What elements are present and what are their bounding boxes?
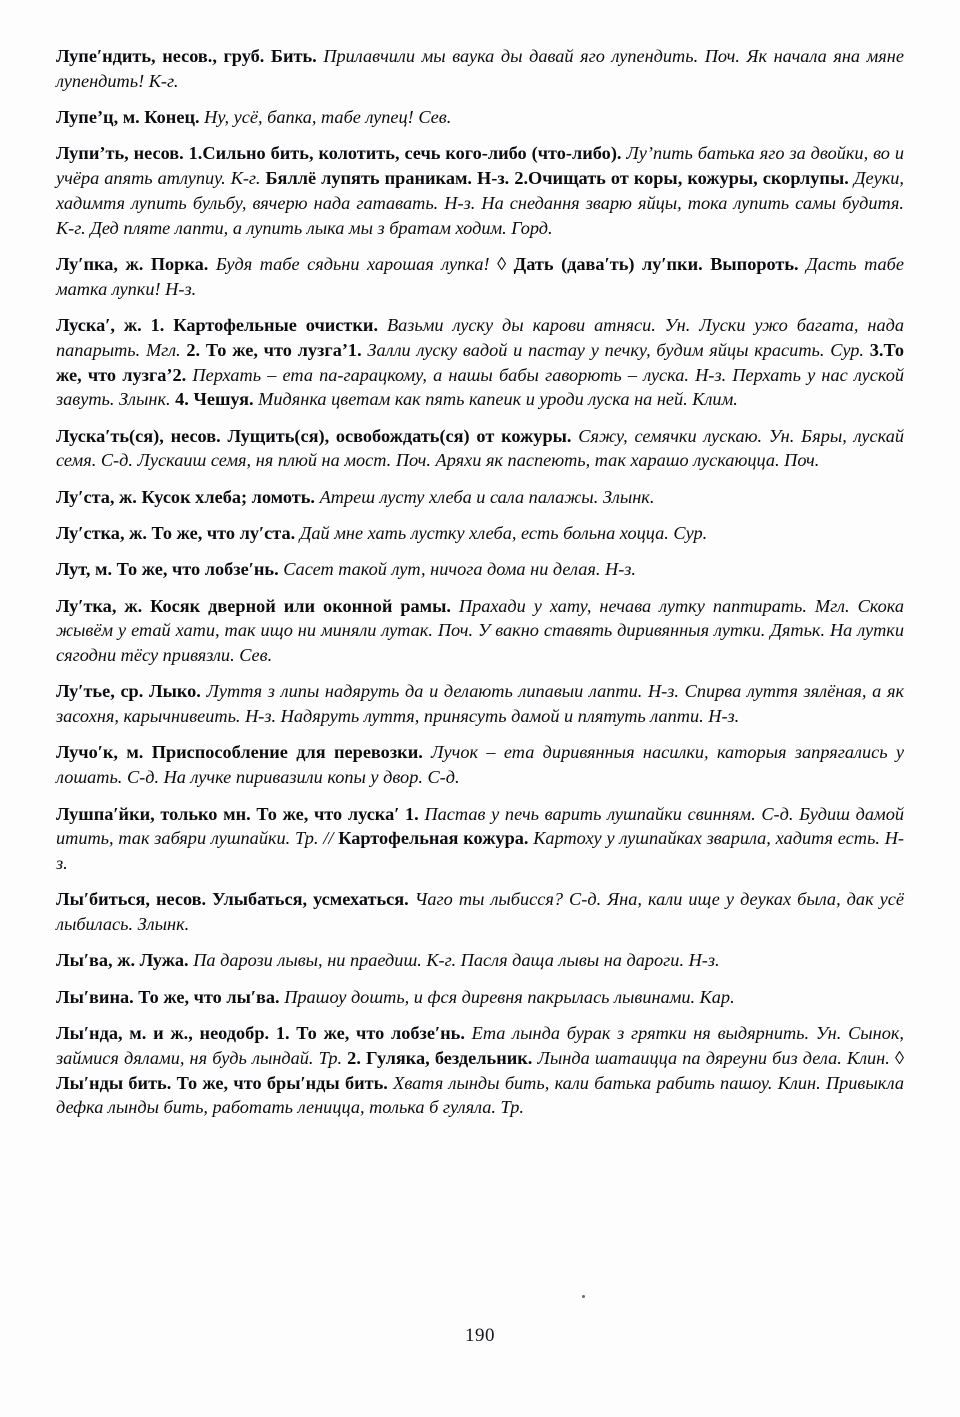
entry-example-segment: Лучок – ета диривянныя насилки, каторыя запрягались у лошать. С-д. На лучке пиривазили копы у двор. С-д. xyxy=(56,742,904,788)
dictionary-entry xyxy=(56,802,904,876)
entry-example-segment: Прилавчили мы ваука ды давай яго лупендить. Поч. Як начала яна мяне лупендить! К-г. xyxy=(56,46,904,91)
dictionary-entry xyxy=(56,141,904,240)
entry-headword-segment: Лы′нда, м. и ж., неодобр. 1. То же, что лобзе′нь. xyxy=(56,1023,465,1043)
lozenge-icon: ◊ xyxy=(889,1047,904,1068)
entry-example-segment: Картоху у лушпайках зварила, хадитя есть. Н-з. xyxy=(56,828,904,874)
entry-headword-segment: Лупе’ц, м. Конец. xyxy=(56,107,200,128)
entry-example-segment: Мидянка цветам как пять капеик и уроди луска на ней. Клим. xyxy=(253,389,738,410)
entry-example-segment: Будя табе сядьни харошая лупка! xyxy=(208,253,490,274)
entry-example-segment: Залли луску вадой и пастау у печку, будим яйцы красить. Сур. xyxy=(361,339,864,360)
entry-example-segment: // xyxy=(323,828,339,849)
page-number: 190 xyxy=(465,1325,495,1346)
dictionary-entry xyxy=(56,105,904,130)
entry-headword-segment: 4. Чешуя. xyxy=(170,389,254,410)
paper-speck xyxy=(582,1295,585,1298)
entry-headword-segment: Лут, м. То же, что лобзе′нь. xyxy=(56,559,279,580)
dictionary-entry xyxy=(56,985,904,1010)
entry-headword-segment: Лупи’ть, несов. 1.Сильно бить, колотить, сечь кого-либо (что-либо). xyxy=(56,143,622,164)
entry-headword-segment: Луска′, ж. 1. Картофельные очистки. xyxy=(56,315,379,336)
entry-example-segment: Прахади у хату, нечава лутку паптирать. Мгл. Скока жывём у етай хати, так ищо ни миняли лутак. Поч. У вакно ставять диривянныя лутки. Дятьк. На лутки сягодни тёсу привязли. Сев. xyxy=(56,595,904,666)
entry-headword-segment: Лу′ста, ж. Кусок хлеба; ломоть. xyxy=(56,486,316,507)
entry-example-segment: Лу’пить батька яго за двойки, во и учёра апять атлупиу. К-г. xyxy=(56,143,904,189)
entry-example-segment: Па дарози лывы, ни праедиш. К-г. Пасля даща лывы на дароги. Н-з. xyxy=(188,950,720,971)
entry-headword-segment: Дать (дава′ть) лу′пки. Выпороть. xyxy=(513,253,799,274)
entry-headword-segment: Лучо′к, м. Приспособление для перевозки. xyxy=(56,742,423,763)
entry-list xyxy=(56,44,904,1120)
entry-example-segment: Чаго ты лыбисся? С-д. Яна, кали ище у деуках была, дак усё лыбилась. Злынк. xyxy=(56,889,904,935)
entry-example-segment: Дай мне хать лустку хлеба, есть больна хоцца. Сур. xyxy=(295,523,708,543)
entry-headword-segment: 2. Гуляка, бездельник. xyxy=(342,1047,533,1068)
entry-example-segment: Пастав у печь варить лушпайки свинням. С-д. Будиш дамой итить, так забяри лушпайки. Тр. xyxy=(56,803,904,849)
entry-headword-segment: Картофельная кожура. xyxy=(338,828,529,849)
entry-headword-segment: Лы′ва, ж. Лужа. xyxy=(56,950,189,971)
dictionary-entry xyxy=(56,313,904,412)
entry-headword-segment: Лушпа′йки, только мн. То же, что луска′ 1. xyxy=(56,803,419,824)
entry-headword-segment: Лы′биться, несов. Улыбаться, усмехаться. xyxy=(56,889,409,910)
dictionary-entry xyxy=(56,424,904,474)
entry-headword-segment: Лу′тье, ср. Лыко. xyxy=(56,681,201,702)
lozenge-icon: ◊ xyxy=(489,253,514,274)
dictionary-entry xyxy=(56,740,904,790)
entry-example-segment: Вазьми луску ды карови атняси. Ун. Луски ужо багата, нада папарыть. Мгл. xyxy=(56,315,904,360)
entry-example-segment: Лында шатаицца па дяреуни биз дела. Клин. xyxy=(532,1047,890,1068)
entry-headword-segment: Бяллё лупять праникам. Н-з. 2.Очищать от коры, кожуры, скорлупы. xyxy=(260,168,849,189)
entry-headword-segment: Лу′тка, ж. Косяк дверной или оконной рамы. xyxy=(56,595,451,616)
entry-example-segment: Луття з липы надяруть да и делають липавыи лапти. Н-з. Спирва луття зялёная, а як засохня, карычнивеить. Н-з. Надяруть луття, принясуть дамой и плятуть лапти. Н-з. xyxy=(56,681,904,727)
dictionary-entry xyxy=(56,44,904,94)
entry-headword-segment: Лупе′ндить, несов., груб. Бить. xyxy=(56,46,317,66)
entry-example-segment: Деуки, хадимтя лупить бульбу, вячерю нада гатавать. Н-з. На снедання зварю яйцы, тока лупить самы будитя. К-г. Дед пляте лапти, а лупить лыка мы з братам ходим. Горд. xyxy=(56,168,904,238)
dictionary-entry xyxy=(56,679,904,729)
dictionary-entry xyxy=(56,887,904,937)
entry-headword-segment: Лу′стка, ж. То же, что лу′ста. xyxy=(56,523,296,543)
entry-headword-segment: Лу′пка, ж. Порка. xyxy=(56,253,209,274)
entry-example-segment: Перхать – ета па-гарацкому, а нашы бабы гаворють – луска. Н-з. Перхать у нас луской завуть. Злынк. xyxy=(56,364,904,410)
dictionary-entry xyxy=(56,252,904,302)
dictionary-entry xyxy=(56,1021,904,1120)
entry-headword-segment: 3.То же, что лузга’2. xyxy=(56,339,904,385)
entry-example-segment: Сасет такой лут, ничога дома ни делая. Н-з. xyxy=(278,559,636,580)
dictionary-entry xyxy=(56,521,904,546)
entry-example-segment: Ета лында бурак з грятки ня выдярнить. Ун. Сынок, займися дялами, ня будь лындай. Тр. xyxy=(56,1023,904,1068)
dictionary-entry xyxy=(56,557,904,582)
dictionary-entry xyxy=(56,594,904,668)
entry-headword-segment: Лы′нды бить. То же, что бры′нды бить. xyxy=(56,1072,388,1093)
dictionary-entry xyxy=(56,948,904,973)
entry-example-segment: Дасть табе матка лупки! Н-з. xyxy=(56,253,904,299)
dictionary-entry xyxy=(56,485,904,510)
entry-example-segment: Атреш лусту хлеба и сала палажы. Злынк. xyxy=(315,486,655,507)
entry-headword-segment: Луска′ть(ся), несов. Лущить(ся), освобождать(ся) от кожуры. xyxy=(56,425,572,446)
entry-example-segment: Сяжу, семячки лускаю. Ун. Бяры, лускай семя. С-д. Лускаиш семя, ня плюй на мост. Поч. Аряхи як паспеють, так харашо лускаюцца. Поч. xyxy=(56,425,904,471)
entry-headword-segment: Лы′вина. То же, что лы′ва. xyxy=(56,986,280,1007)
entry-headword-segment: 2. То же, что лузга’1. xyxy=(180,339,362,360)
entry-example-segment: Ну, усё, бапка, табе лупец! Сев. xyxy=(199,107,452,128)
entry-example-segment: Прашоу дошть, и фся диревня пакрылась лывинами. Кар. xyxy=(279,986,735,1007)
entry-example-segment: Хватя лынды бить, кали батька рабить пашоу. Клин. Привыкла дефка лынды бить, работать леницца, толька б гуляла. Тр. xyxy=(56,1072,904,1118)
